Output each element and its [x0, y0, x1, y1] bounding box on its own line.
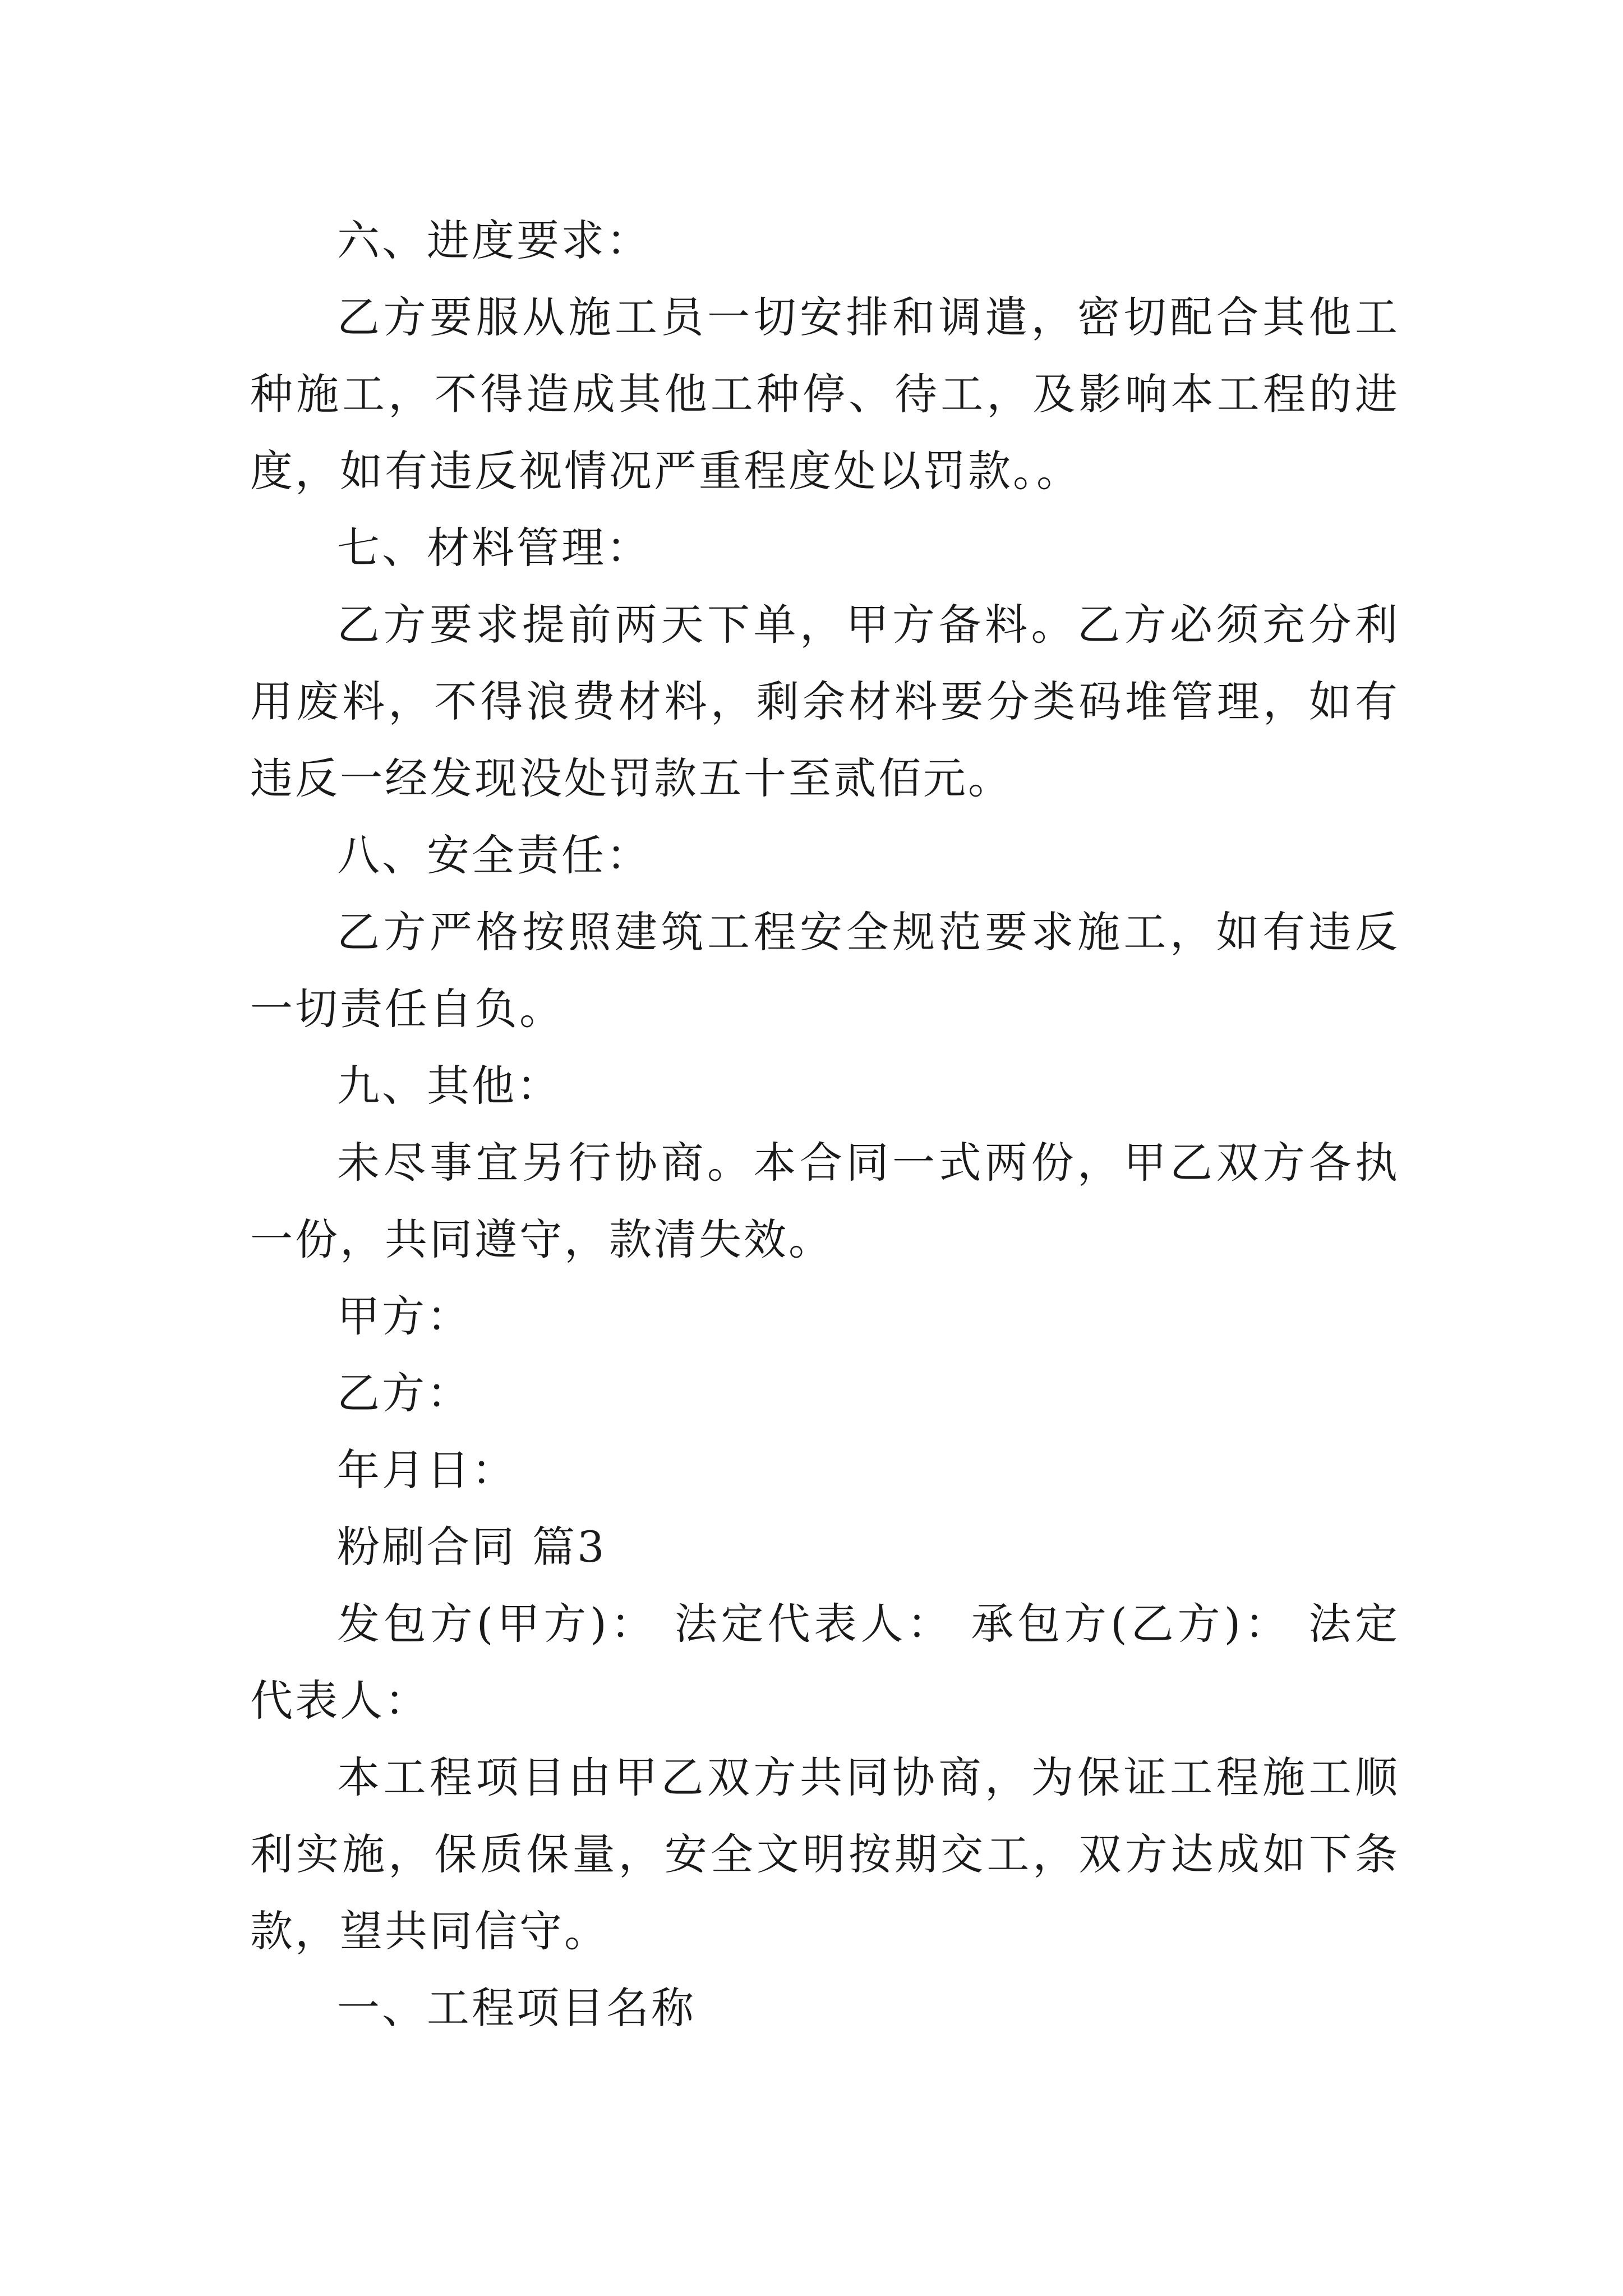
paragraph-intro: 本工程项目由甲乙双方共同协商，为保证工程施工顺利实施，保质保量，安全文明按期交工，双方达成如下条款，望共同信守。: [250, 1752, 1400, 1956]
section-heading-materials: 七、材料管理：: [337, 523, 651, 573]
signature-date: 年月日：: [337, 1445, 517, 1495]
section-heading-project-name: 一、工程项目名称: [337, 1983, 696, 2033]
paragraph-safety: 乙方严格按照建筑工程安全规范要求施工，如有违反一切责任自负。: [250, 907, 1400, 1034]
signature-party-a: 甲方：: [337, 1291, 472, 1341]
signature-party-b: 乙方：: [337, 1368, 472, 1418]
section-heading-schedule: 六、进度要求：: [337, 215, 651, 265]
paragraph-other: 未尽事宜另行协商。本合同一式两份，甲乙双方各执一份，共同遵守，款清失效。: [250, 1138, 1400, 1264]
document-body: [250, 202, 1400, 2046]
section-heading-safety: 八、安全责任：: [337, 830, 651, 880]
paragraph-materials: 乙方要求提前两天下单，甲方备料。乙方必须充分利用废料，不得浪费材料，剩余材料要分类码堆管理，如有违反一经发现没处罚款五十至贰佰元。: [250, 600, 1400, 803]
contract-title: 粉刷合同 篇3: [337, 1522, 607, 1572]
section-heading-other: 九、其他：: [337, 1061, 561, 1111]
paragraph-schedule: 乙方要服从施工员一切安排和调遣，密切配合其他工种施工，不得造成其他工种停、待工，及影响本工程的进度，如有违反视情况严重程度处以罚款。。: [250, 292, 1400, 496]
parties-line: 发包方(甲方)： 法定代表人： 承包方(乙方)： 法定代表人：: [250, 1599, 1400, 1726]
